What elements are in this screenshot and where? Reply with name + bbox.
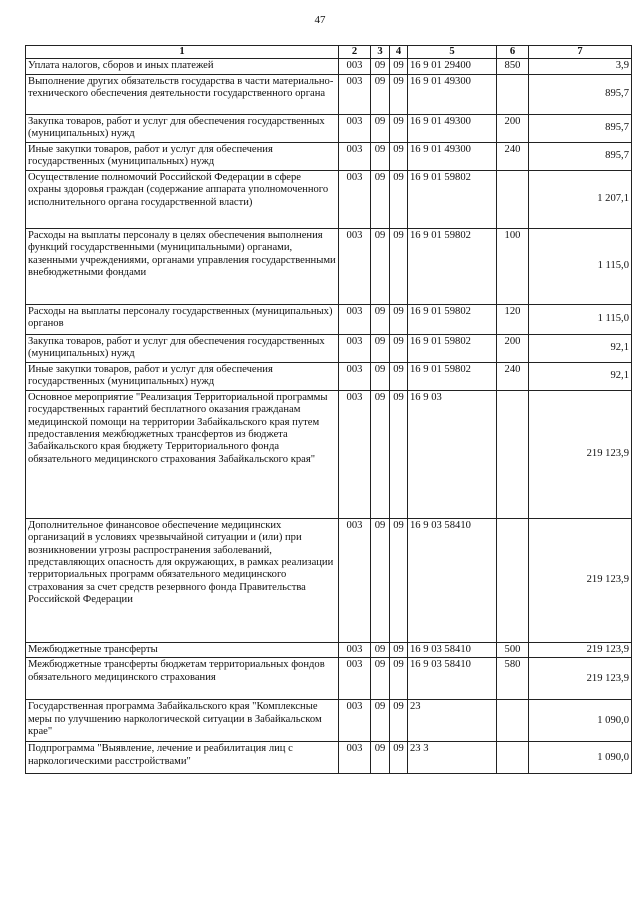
budget-table-body [26, 46, 632, 774]
target-article-code: 16 9 03 58410 [408, 642, 497, 657]
subsection-code: 09 [390, 59, 408, 74]
table-row [26, 658, 632, 700]
grbs-code: 003 [339, 742, 371, 774]
target-article-code: 16 9 01 59802 [408, 228, 497, 304]
amount: 219 123,9 [529, 658, 632, 700]
grbs-code: 003 [339, 700, 371, 742]
amount: 895,7 [529, 142, 632, 170]
row-description: Закупка товаров, работ и услуг для обеспечения государственных (муниципальных) нужд [26, 114, 339, 142]
section-code: 09 [371, 658, 390, 700]
row-description: Основное мероприятие "Реализация Территориальной программы государственных гарантий бесплатного оказания гражданам медицинской помощи на территории Забайкальского края путем предоставления межбюджетных трансфертов из бюджета Забайкальского края бюджету Территориального фонда обязательного медицинского страхования Забайкальского края" [26, 390, 339, 518]
grbs-code: 003 [339, 170, 371, 228]
grbs-code: 003 [339, 304, 371, 334]
amount: 895,7 [529, 114, 632, 142]
table-row [26, 390, 632, 518]
target-article-code: 23 3 [408, 742, 497, 774]
expense-type-code: 200 [497, 114, 529, 142]
grbs-code: 003 [339, 362, 371, 390]
row-description: Межбюджетные трансферты [26, 642, 339, 657]
subsection-code: 09 [390, 304, 408, 334]
table-row [26, 74, 632, 114]
section-code: 09 [371, 700, 390, 742]
expense-type-code [497, 74, 529, 114]
column-header: 2 [339, 46, 371, 59]
table-row [26, 114, 632, 142]
row-description: Выполнение других обязательств государства в части материально-технического обеспечения деятельности государственного органа [26, 74, 339, 114]
grbs-code: 003 [339, 59, 371, 74]
subsection-code: 09 [390, 700, 408, 742]
grbs-code: 003 [339, 142, 371, 170]
amount: 219 123,9 [529, 642, 632, 657]
row-description: Дополнительное финансовое обеспечение медицинских организаций в условиях чрезвычайной ситуации и (или) при возникновении угрозы распространения заболеваний, представляющих опасность для окружающих, в рамках реализации территориальных программ обязательного медицинского страхования за счет средств резервного фонда Правительства Российской Федерации [26, 518, 339, 642]
column-header: 1 [26, 46, 339, 59]
target-article-code: 16 9 03 58410 [408, 518, 497, 642]
table-header-row [26, 46, 632, 59]
table-row [26, 59, 632, 74]
target-article-code: 16 9 01 59802 [408, 334, 497, 362]
amount: 1 090,0 [529, 742, 632, 774]
subsection-code: 09 [390, 170, 408, 228]
row-description: Иные закупки товаров, работ и услуг для обеспечения государственных (муниципальных) нужд [26, 142, 339, 170]
subsection-code: 09 [390, 742, 408, 774]
column-header: 7 [529, 46, 632, 59]
target-article-code: 16 9 03 [408, 390, 497, 518]
subsection-code: 09 [390, 142, 408, 170]
expense-type-code: 240 [497, 362, 529, 390]
amount: 1 090,0 [529, 700, 632, 742]
grbs-code: 003 [339, 658, 371, 700]
amount: 1 115,0 [529, 304, 632, 334]
table-row [26, 642, 632, 657]
target-article-code: 16 9 01 49300 [408, 142, 497, 170]
subsection-code: 09 [390, 74, 408, 114]
row-description: Межбюджетные трансферты бюджетам территориальных фондов обязательного медицинского страхования [26, 658, 339, 700]
amount: 219 123,9 [529, 518, 632, 642]
expense-type-code [497, 518, 529, 642]
row-description: Уплата налогов, сборов и иных платежей [26, 59, 339, 74]
target-article-code: 16 9 01 59802 [408, 362, 497, 390]
subsection-code: 09 [390, 114, 408, 142]
row-description: Расходы на выплаты персоналу в целях обеспечения выполнения функций государственными (муниципальными) органами, казенными учреждениями, органами управления государственными внебюджетными фондами [26, 228, 339, 304]
grbs-code: 003 [339, 390, 371, 518]
expense-type-code: 500 [497, 642, 529, 657]
section-code: 09 [371, 362, 390, 390]
expense-type-code: 100 [497, 228, 529, 304]
section-code: 09 [371, 334, 390, 362]
column-header: 4 [390, 46, 408, 59]
section-code: 09 [371, 142, 390, 170]
target-article-code: 16 9 01 59802 [408, 170, 497, 228]
table-row [26, 362, 632, 390]
table-row [26, 742, 632, 774]
column-header: 3 [371, 46, 390, 59]
table-row [26, 170, 632, 228]
subsection-code: 09 [390, 390, 408, 518]
target-article-code: 16 9 03 58410 [408, 658, 497, 700]
table-row [26, 142, 632, 170]
table-row [26, 228, 632, 304]
section-code: 09 [371, 74, 390, 114]
expense-type-code: 850 [497, 59, 529, 74]
table-row [26, 304, 632, 334]
amount: 92,1 [529, 334, 632, 362]
grbs-code: 003 [339, 74, 371, 114]
subsection-code: 09 [390, 518, 408, 642]
subsection-code: 09 [390, 228, 408, 304]
section-code: 09 [371, 114, 390, 142]
budget-table [25, 45, 632, 774]
column-header: 6 [497, 46, 529, 59]
amount: 3,9 [529, 59, 632, 74]
section-code: 09 [371, 518, 390, 642]
expense-type-code: 240 [497, 142, 529, 170]
subsection-code: 09 [390, 334, 408, 362]
grbs-code: 003 [339, 642, 371, 657]
amount: 1 115,0 [529, 228, 632, 304]
row-description: Расходы на выплаты персоналу государственных (муниципальных) органов [26, 304, 339, 334]
table-row [26, 334, 632, 362]
expense-type-code [497, 700, 529, 742]
amount: 92,1 [529, 362, 632, 390]
subsection-code: 09 [390, 362, 408, 390]
section-code: 09 [371, 304, 390, 334]
section-code: 09 [371, 742, 390, 774]
column-header: 5 [408, 46, 497, 59]
section-code: 09 [371, 390, 390, 518]
page-number: 47 [314, 14, 326, 26]
expense-type-code [497, 390, 529, 518]
subsection-code: 09 [390, 642, 408, 657]
expense-type-code [497, 170, 529, 228]
table-row [26, 700, 632, 742]
row-description: Подпрограмма "Выявление, лечение и реабилитация лиц с наркологическими расстройствами" [26, 742, 339, 774]
section-code: 09 [371, 59, 390, 74]
amount: 219 123,9 [529, 390, 632, 518]
grbs-code: 003 [339, 518, 371, 642]
section-code: 09 [371, 170, 390, 228]
section-code: 09 [371, 642, 390, 657]
expense-type-code: 120 [497, 304, 529, 334]
amount: 895,7 [529, 74, 632, 114]
target-article-code: 16 9 01 49300 [408, 114, 497, 142]
row-description: Осуществление полномочий Российской Федерации в сфере охраны здоровья граждан (содержание аппарата уполномоченного исполнительного органа государственной власти) [26, 170, 339, 228]
target-article-code: 16 9 01 59802 [408, 304, 497, 334]
row-description: Государственная программа Забайкальского края "Комплексные меры по улучшению наркологической ситуации в Забайкальском крае" [26, 700, 339, 742]
grbs-code: 003 [339, 114, 371, 142]
table-row [26, 518, 632, 642]
row-description: Закупка товаров, работ и услуг для обеспечения государственных (муниципальных) нужд [26, 334, 339, 362]
grbs-code: 003 [339, 334, 371, 362]
expense-type-code: 580 [497, 658, 529, 700]
section-code: 09 [371, 228, 390, 304]
grbs-code: 003 [339, 228, 371, 304]
subsection-code: 09 [390, 658, 408, 700]
row-description: Иные закупки товаров, работ и услуг для обеспечения государственных (муниципальных) нужд [26, 362, 339, 390]
expense-type-code: 200 [497, 334, 529, 362]
target-article-code: 16 9 01 29400 [408, 59, 497, 74]
expense-type-code [497, 742, 529, 774]
amount: 1 207,1 [529, 170, 632, 228]
target-article-code: 23 [408, 700, 497, 742]
target-article-code: 16 9 01 49300 [408, 74, 497, 114]
